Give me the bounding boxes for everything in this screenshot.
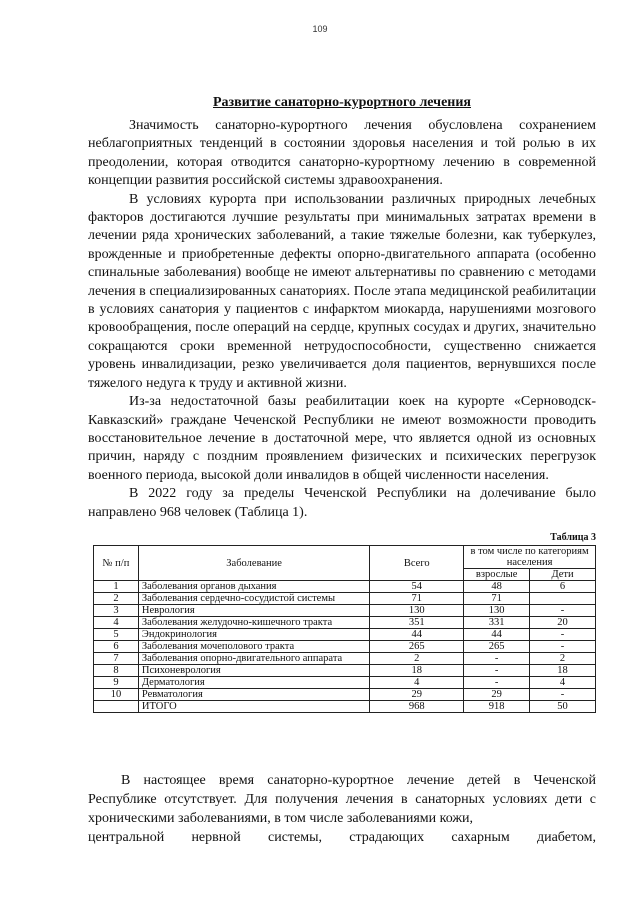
row-children: -: [530, 629, 596, 641]
row-children: 2: [530, 653, 596, 665]
table-row: [94, 653, 596, 665]
row-adults: -: [464, 665, 530, 677]
row-total: 2: [370, 653, 464, 665]
row-total: 265: [370, 641, 464, 653]
row-total: 44: [370, 629, 464, 641]
row-children: -: [530, 641, 596, 653]
row-num: 3: [94, 605, 139, 617]
row-num: 10: [94, 689, 139, 701]
row-disease: Эндокринология: [138, 629, 369, 641]
row-total: 54: [370, 581, 464, 593]
row-num: 2: [94, 593, 139, 605]
row-disease: Дерматология: [138, 677, 369, 689]
row-adults: -: [464, 677, 530, 689]
row-num: 6: [94, 641, 139, 653]
row-total: 4: [370, 677, 464, 689]
row-num: 4: [94, 617, 139, 629]
total-total: 968: [370, 701, 464, 713]
page-number: 109: [312, 24, 328, 34]
row-disease: Заболевания сердечно-сосудистой системы: [138, 593, 369, 605]
paragraph-5: [88, 771, 596, 828]
table-row: [94, 593, 596, 605]
row-num: 9: [94, 677, 139, 689]
row-adults: 44: [464, 629, 530, 641]
paragraph-4: В 2022 году за пределы Чеченской Республики на долечивание было направлено 968 человек (Таблица 1).: [88, 486, 596, 520]
table-row: [94, 641, 596, 653]
header-disease: Заболевание: [138, 546, 369, 581]
table-caption: Таблица 3: [550, 532, 596, 543]
paragraph-5-last-line: центральной нервной системы, страдающих сахарным диабетом,: [88, 830, 596, 845]
row-disease: Ревматология: [138, 689, 369, 701]
table-row: [94, 617, 596, 629]
row-children: 18: [530, 665, 596, 677]
row-total: 18: [370, 665, 464, 677]
paragraph-1: Значимость санаторно-курортного лечения обусловлена сохранением неблагоприятных тенденций в состоянии здоровья населения и той ролью в их преодолении, которая отводится санаторно-курортному лечению в современной концепции развития российской системы здравоохранения.: [88, 118, 596, 189]
header-children: Дети: [530, 569, 596, 581]
row-children: 20: [530, 617, 596, 629]
table-row: [94, 689, 596, 701]
total-num: [94, 701, 139, 713]
paragraph-3: Из-за недостаточной базы реабилитации коек на курорте «Серноводск-Кавказский» граждане Чеченской Республики не имеют возможности проводить восстановительное лечение в достаточной мере, что является одной из основных причин, наряду с поздним проявлением физических и психических перегрузок военного периода, высокой доли инвалидов в общей численности населения.: [88, 394, 596, 483]
row-adults: 29: [464, 689, 530, 701]
row-disease: Заболевания мочеполового тракта: [138, 641, 369, 653]
row-adults: -: [464, 653, 530, 665]
row-total: 351: [370, 617, 464, 629]
row-adults: 130: [464, 605, 530, 617]
row-total: 130: [370, 605, 464, 617]
row-disease: Неврология: [138, 605, 369, 617]
row-disease: Психоневрология: [138, 665, 369, 677]
body-text: [88, 117, 596, 522]
row-disease: Заболевания желудочно-кишечного тракта: [138, 617, 369, 629]
paragraph-2: В условиях курорта при использовании различных природных лечебных факторов достигаются лучшие результаты при минимальных затратах времени в лечении ряда хронических заболеваний, а такие тяжелые болезни, как туберкулез, врожденные и приобретенные дефекты опорно-двигательного аппарата (особенно спинальные заболевания) вообще не имеют альтернативы по сравнению с методами лечения в специализированных санаториях. После этапа медицинской реабилитации в условиях санатория у пациентов с инфарктом миокарда, нарушениями мозгового кровообращения, после операций на сердце, крупных сосудах и других, значительно сокращаются сроки временной нетрудоспособности, существенно снижается уровень инвалидизации, резко увеличивается доля пациентов, вернувшихся после тяжелого недуга к труду и активной жизни.: [88, 191, 596, 391]
table-row: [94, 629, 596, 641]
row-adults: 48: [464, 581, 530, 593]
row-adults: 331: [464, 617, 530, 629]
row-total: 29: [370, 689, 464, 701]
row-children: [530, 593, 596, 605]
table-total-row: [94, 701, 596, 713]
paragraph-5-text: В настоящее время санаторно-курортное лечение детей в Чеченской Республике отсутствует. Для получения лечения в санаторных условиях дети с хроническими заболеваниями, в том числе заболеваниями кожи,: [88, 773, 596, 826]
row-total: 71: [370, 593, 464, 605]
table-body: [94, 581, 596, 713]
row-disease: Заболевания опорно-двигательного аппарата: [138, 653, 369, 665]
row-num: 8: [94, 665, 139, 677]
continuation-text: [88, 771, 596, 847]
referrals-table: [93, 545, 596, 713]
total-label: ИТОГО: [138, 701, 369, 713]
total-adults: 918: [464, 701, 530, 713]
header-adults: взрослые: [464, 569, 530, 581]
row-children: 4: [530, 677, 596, 689]
row-adults: 265: [464, 641, 530, 653]
header-category-group: в том числе по категориям населения: [464, 546, 596, 569]
row-children: -: [530, 689, 596, 701]
section-heading: Развитие санаторно-курортного лечения: [212, 95, 471, 110]
row-adults: 71: [464, 593, 530, 605]
row-children: 6: [530, 581, 596, 593]
table-row: [94, 665, 596, 677]
row-children: -: [530, 605, 596, 617]
total-children: 50: [530, 701, 596, 713]
row-num: 7: [94, 653, 139, 665]
table-row: [94, 605, 596, 617]
row-num: 5: [94, 629, 139, 641]
table-row: [94, 677, 596, 689]
row-disease: Заболевания органов дыхания: [138, 581, 369, 593]
table-row: [94, 581, 596, 593]
header-num: № п/п: [94, 546, 139, 581]
header-total: Всего: [370, 546, 464, 581]
row-num: 1: [94, 581, 139, 593]
